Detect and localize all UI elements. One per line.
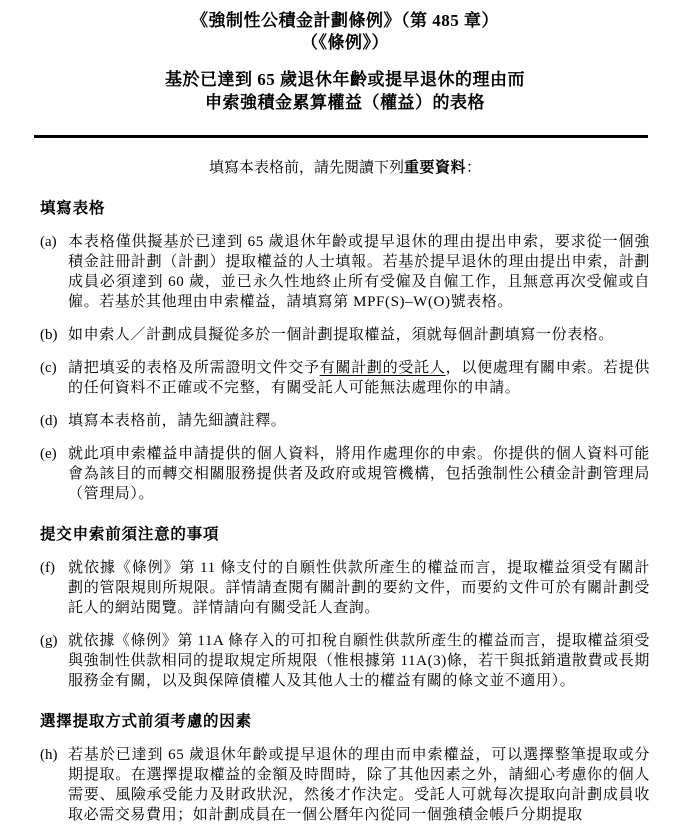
section-heading-before-submitting-claim: 提交申索前須注意的事項 xyxy=(40,526,220,543)
item-label: (g) xyxy=(40,633,58,649)
intro-emphasis: 重要資料 xyxy=(403,160,466,176)
document-subtitle xyxy=(40,68,650,114)
item-label: (e) xyxy=(40,446,57,462)
item-text: 就依據《條例》第 11 條支付的自願性供款所產生的權益而言，提取權益須受有關計劃的管限規則所規限。詳情請查閱有關計劃的要約文件，而要約文件可於有關計劃受託人的網站閱覽。詳情請向有關受託人查詢。 xyxy=(68,560,650,616)
list-item-f xyxy=(40,558,650,618)
list-item-g xyxy=(40,631,650,691)
list-item-c xyxy=(40,358,650,398)
item-label: (b) xyxy=(40,327,58,343)
item-text xyxy=(68,358,650,398)
item-label: (h) xyxy=(40,747,58,763)
item-label: (f) xyxy=(40,560,55,576)
subtitle-line-2: 申索強積金累算權益（權益）的表格 xyxy=(205,93,485,112)
item-label: (d) xyxy=(40,413,58,429)
list-item-d xyxy=(40,411,650,431)
section-heading-withdrawal-options-factors: 選擇提取方式前須考慮的因素 xyxy=(40,713,252,730)
section-heading-fill-in-form: 填寫表格 xyxy=(40,200,106,217)
item-text-before: 請把填妥的表格及所需證明文件交予 xyxy=(68,360,320,376)
item-label: (a) xyxy=(40,234,57,250)
intro-suffix: ： xyxy=(466,160,482,176)
item-text: 填寫本表格前，請先細讀註釋。 xyxy=(68,413,287,429)
item-text: 本表格僅供擬基於已達到 65 歲退休年齡或提早退休的理由提出申索，要求從一個強積金註冊計劃（計劃）提取權益的人士填報。若基於提早退休的理由提出申索，計劃成員必須達到 60 歲，並已永久性地終止所有受僱及自僱工作，且無意再次受僱或自僱。若基於其他理由申索權益，請填寫第 MPF(S)–W(O)號表格。 xyxy=(68,234,650,310)
item-text-underlined: 有關計劃的受託人 xyxy=(319,360,446,376)
intro-prefix: 填寫本表格前，請先閱讀下列 xyxy=(208,160,404,176)
horizontal-divider xyxy=(34,135,648,138)
list-item-b xyxy=(40,325,650,345)
item-text-after: ，以便處理有關申索。若提供的任何資料不正確或不完整，有關受託人可能無法處理你的申請。 xyxy=(68,360,650,396)
list-item-e xyxy=(40,444,650,504)
document-title xyxy=(40,10,650,54)
title-line-1: 《強制性公積金計劃條例》（第 485 章） xyxy=(191,11,499,30)
item-text: 就此項申索權益申請提供的個人資料，將用作處理你的申索。你提供的個人資料可能會為該目的而轉交相關服務提供者及政府或規管機構，包括強制性公積金計劃管理局（管理局）。 xyxy=(68,446,650,502)
title-line-2: （《條例》） xyxy=(301,33,389,52)
list-item-a xyxy=(40,232,650,312)
list-item-h xyxy=(40,745,650,825)
item-text: 若基於已達到 65 歲退休年齡或提早退休的理由而申索權益，可以選擇整筆提取或分期提取。在選擇提取權益的金額及時間時，除了其他因素之外，請細心考慮你的個人需要、風險承受能力及財政狀況，然後才作決定。受託人可就每次提取向計劃成員收取必需交易費用；如計劃成員在一個公曆年內從同一個強積金帳戶分期提取 xyxy=(68,747,650,823)
subtitle-line-1: 基於已達到 65 歲退休年齡或提早退休的理由而 xyxy=(165,70,525,89)
item-label: (c) xyxy=(40,360,57,376)
item-text: 如申索人／計劃成員擬從多於一個計劃提取權益，須就每個計劃填寫一份表格。 xyxy=(68,327,615,343)
item-text: 就依據《條例》第 11A 條存入的可扣稅自願性供款所產生的權益而言，提取權益須受與強制性供款相同的提取規定所規限（惟根據第 11A(3)條，若干與抵銷遣散費或長期服務金有關，以及與保障債權人及其他人士的權益有關的條文並不適用）。 xyxy=(68,633,650,689)
intro-line xyxy=(40,158,650,178)
